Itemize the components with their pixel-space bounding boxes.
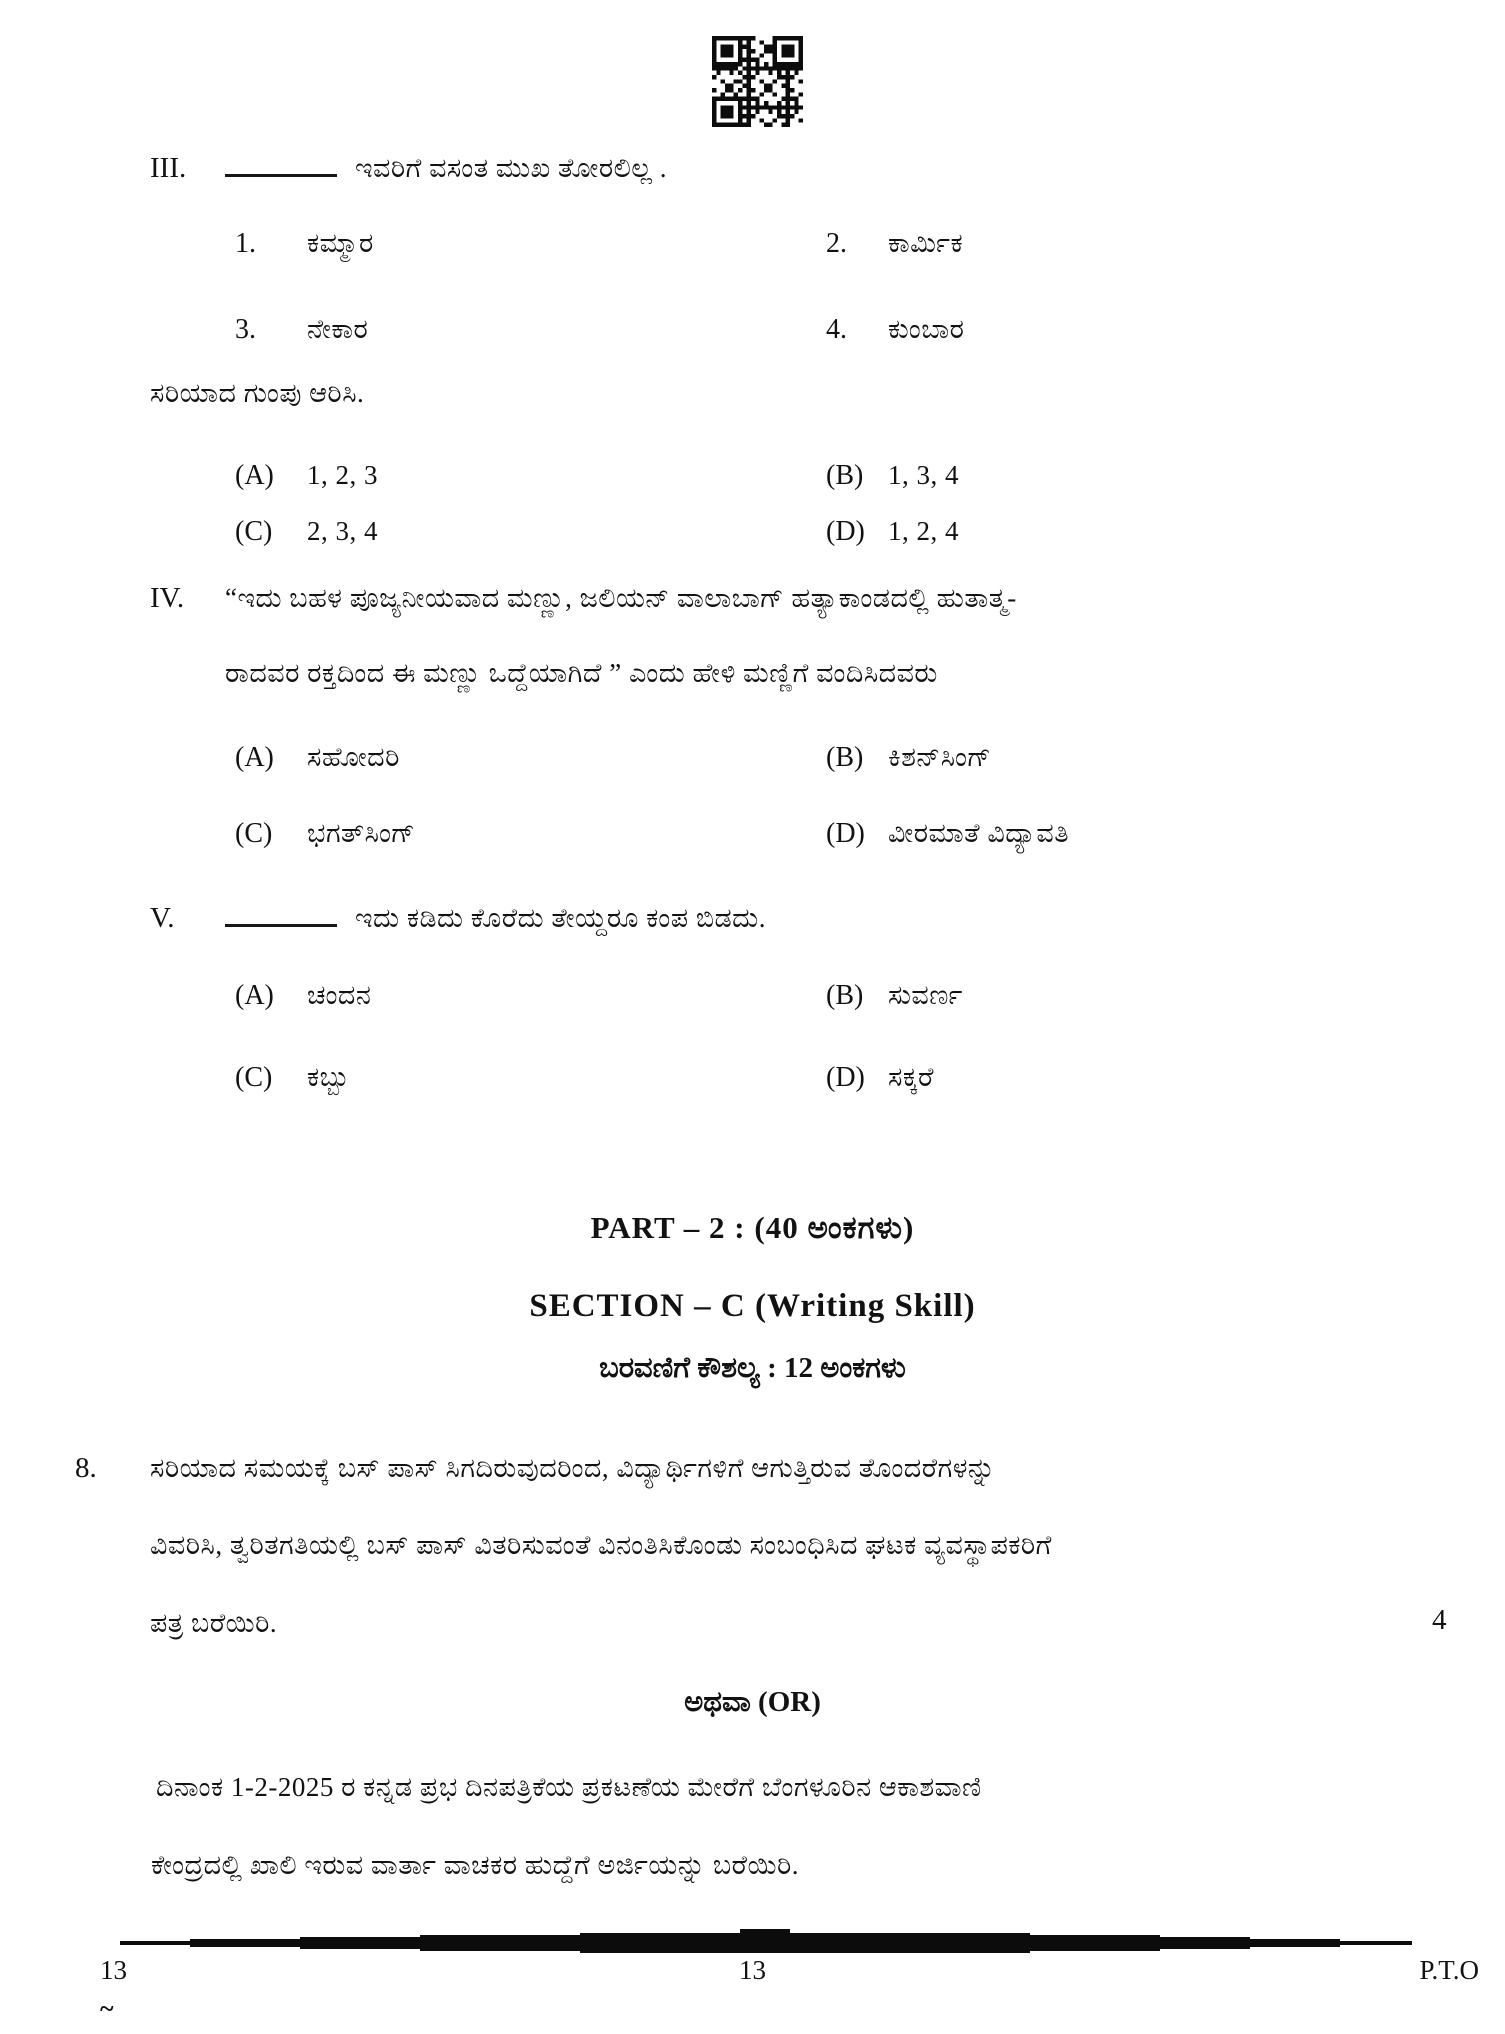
pto-label: P.T.O [1419, 1955, 1479, 1985]
option-d-label: ಸಕ್ಕರೆ [888, 1062, 934, 1092]
option-b-letter: (B) [826, 980, 864, 1011]
item-3-label: ನೇಕಾರ [307, 314, 369, 344]
question-8-alt-line2: ಕೇಂದ್ರದಲ್ಲಿ ಖಾಲಿ ಇರುವ ವಾರ್ತಾ ವಾಚಕರ ಹುದ್ದೆಗೆ ಅರ್ಜಿಯನ್ನು ಬರೆಯಿರಿ. [151, 1850, 799, 1880]
question-v [150, 898, 1455, 935]
option-c-label: 2, 3, 4 [307, 516, 378, 546]
question-8-line1: ಸರಿಯಾದ ಸಮಯಕ್ಕೆ ಬಸ್ ಪಾಸ್ ಸಿಗದಿರುವುದರಿಂದ, ವಿದ್ಯಾರ್ಥಿಗಳಿಗೆ ಆಗುತ್ತಿರುವ ತೊಂದರೆಗಳನ್ನು [150, 1453, 996, 1483]
question-v-text: ಇದು ಕಡಿದು ಕೊರೆದು ತೇಯ್ದರೂ ಕಂಪ ಬಿಡದು. [355, 902, 766, 933]
option-b-label: 1, 3, 4 [888, 460, 959, 490]
question-iv [150, 582, 1455, 615]
question-8-alt-line1: ದಿನಾಂಕ 1-2-2025 ರ ಕನ್ನಡ ಪ್ರಭ ದಿನಪತ್ರಿಕೆಯ ಪ್ರಕಟಣೆಯ ಮೇರೆಗೆ ಬೆಂಗಳೂರಿನ ಆಕಾಶವಾಣಿ [156, 1772, 982, 1802]
section-c-subtitle: ಬರವಣಿಗೆ ಕೌಶಲ್ಯ : 12 ಅಂಕಗಳು [599, 1352, 906, 1384]
option-b-label: ಕಿಶನ್‌ಸಿಂಗ್ [888, 742, 992, 772]
question-iv-options-row-cd [0, 818, 1505, 858]
question-iv-options-row-ab [0, 742, 1505, 782]
question-iii-options-row-ab [0, 460, 1505, 500]
option-d [826, 516, 959, 548]
option-a [235, 742, 400, 774]
option-c-label: ಭಗತ್‌ಸಿಂಗ್ [307, 818, 416, 848]
option-c-letter: (C) [235, 818, 273, 849]
tilde-mark: ~ [100, 1994, 114, 2023]
option-d [826, 818, 1069, 850]
option-a-letter: (A) [235, 460, 274, 491]
item-4-number: 4. [826, 314, 847, 345]
part-2-heading: PART – 2 : (40 ಅಂಕಗಳು) [590, 1210, 915, 1245]
question-8-marks: 4 [1432, 1604, 1447, 1636]
question-v-options-row-cd [0, 1062, 1505, 1102]
qr-code-icon [712, 36, 803, 127]
fill-in-blank-line [225, 898, 337, 927]
question-8-line2: ವಿವರಿಸಿ, ತ್ವರಿತಗತಿಯಲ್ಲಿ ಬಸ್ ಪಾಸ್ ವಿತರಿಸುವಂತೆ ವಿನಂತಿಸಿಕೊಂಡು ಸಂಬಂಧಿಸಿದ ಘಟಕ ವ್ಯವಸ್ಥಾಪಕರಿಗೆ [150, 1530, 1052, 1560]
question-iv-number: IV. [150, 582, 185, 614]
option-c-label: ಕಬ್ಬು [307, 1062, 351, 1092]
option-b [826, 980, 963, 1012]
item-3-number: 3. [235, 314, 256, 345]
item-1 [235, 228, 374, 260]
item-2-number: 2. [826, 228, 847, 259]
option-c [235, 1062, 350, 1094]
item-2 [826, 228, 963, 260]
question-iv-line1: “ಇದು ಬಹಳ ಪೂಜ್ಯನೀಯವಾದ ಮಣ್ಣು, ಜಲಿಯನ್ ವಾಲಾಬಾಗ್ ಹತ್ಯಾಕಾಂಡದಲ್ಲಿ ಹುತಾತ್ಮ- [225, 583, 1017, 613]
item-3 [235, 314, 368, 346]
question-iii-instruction: ಸರಿಯಾದ ಗುಂಪು ಆರಿಸಿ. [150, 378, 365, 408]
option-a-label: ಚಂದನ [307, 980, 372, 1010]
option-b-letter: (B) [826, 742, 864, 773]
option-a [235, 460, 378, 492]
question-8-line3: ಪತ್ರ ಬರೆಯಿರಿ. [150, 1608, 278, 1638]
option-b-letter: (B) [826, 460, 864, 491]
option-d-letter: (D) [826, 516, 865, 547]
option-d-label: 1, 2, 4 [888, 516, 959, 546]
option-c [235, 516, 378, 548]
question-iii-items-row-1 [0, 228, 1505, 268]
item-4-label: ಕುಂಬಾರ [888, 314, 965, 344]
section-c-heading: SECTION – C (Writing Skill) [529, 1288, 976, 1324]
fill-in-blank-line [225, 148, 337, 177]
option-a-label: ಸಹೋದರಿ [307, 742, 400, 772]
option-a-letter: (A) [235, 980, 274, 1011]
option-a-label: 1, 2, 3 [307, 460, 378, 490]
option-d [826, 1062, 934, 1094]
question-iii-options-row-cd [0, 516, 1505, 556]
question-v-number: V. [150, 901, 175, 934]
question-iii [150, 148, 1455, 185]
option-a-letter: (A) [235, 742, 274, 773]
question-iv-line2: ರಾದವರ ರಕ್ತದಿಂದ ಈ ಮಣ್ಣು ಒದ್ದೆಯಾಗಿದೆ ” ಎಂದು ಹೇಳಿ ಮಣ್ಣಿಗೆ ವಂದಿಸಿದವರು [225, 658, 938, 688]
item-1-number: 1. [235, 228, 256, 259]
question-8 [75, 1452, 1455, 1485]
item-4 [826, 314, 964, 346]
item-2-label: ಕಾರ್ಮಿಕ [888, 228, 964, 258]
option-d-letter: (D) [826, 818, 865, 849]
option-c [235, 818, 415, 850]
option-d-label: ವೀರಮಾತೆ ವಿದ್ಯಾವತಿ [888, 818, 1070, 848]
footer-separator-bar [120, 1929, 1412, 1957]
page-number-left: 13 [100, 1955, 127, 1985]
option-b-label: ಸುವರ್ಣ [888, 980, 963, 1010]
option-c-letter: (C) [235, 516, 273, 547]
question-iii-number: III. [150, 151, 187, 184]
question-iii-text: ಇವರಿಗೆ ವಸಂತ ಮುಖ ತೋರಲಿಲ್ಲ . [355, 152, 668, 183]
question-8-number: 8. [75, 1452, 97, 1484]
option-a [235, 980, 371, 1012]
option-b [826, 742, 991, 774]
page-number-center: 13 [739, 1955, 766, 1985]
question-iii-items-row-2 [0, 314, 1505, 354]
item-1-label: ಕಮ್ಮಾರ [307, 228, 374, 258]
or-heading: ಅಥವಾ (OR) [684, 1686, 821, 1718]
option-d-letter: (D) [826, 1062, 865, 1093]
option-b [826, 460, 959, 492]
option-c-letter: (C) [235, 1062, 273, 1093]
question-v-options-row-ab [0, 980, 1505, 1020]
